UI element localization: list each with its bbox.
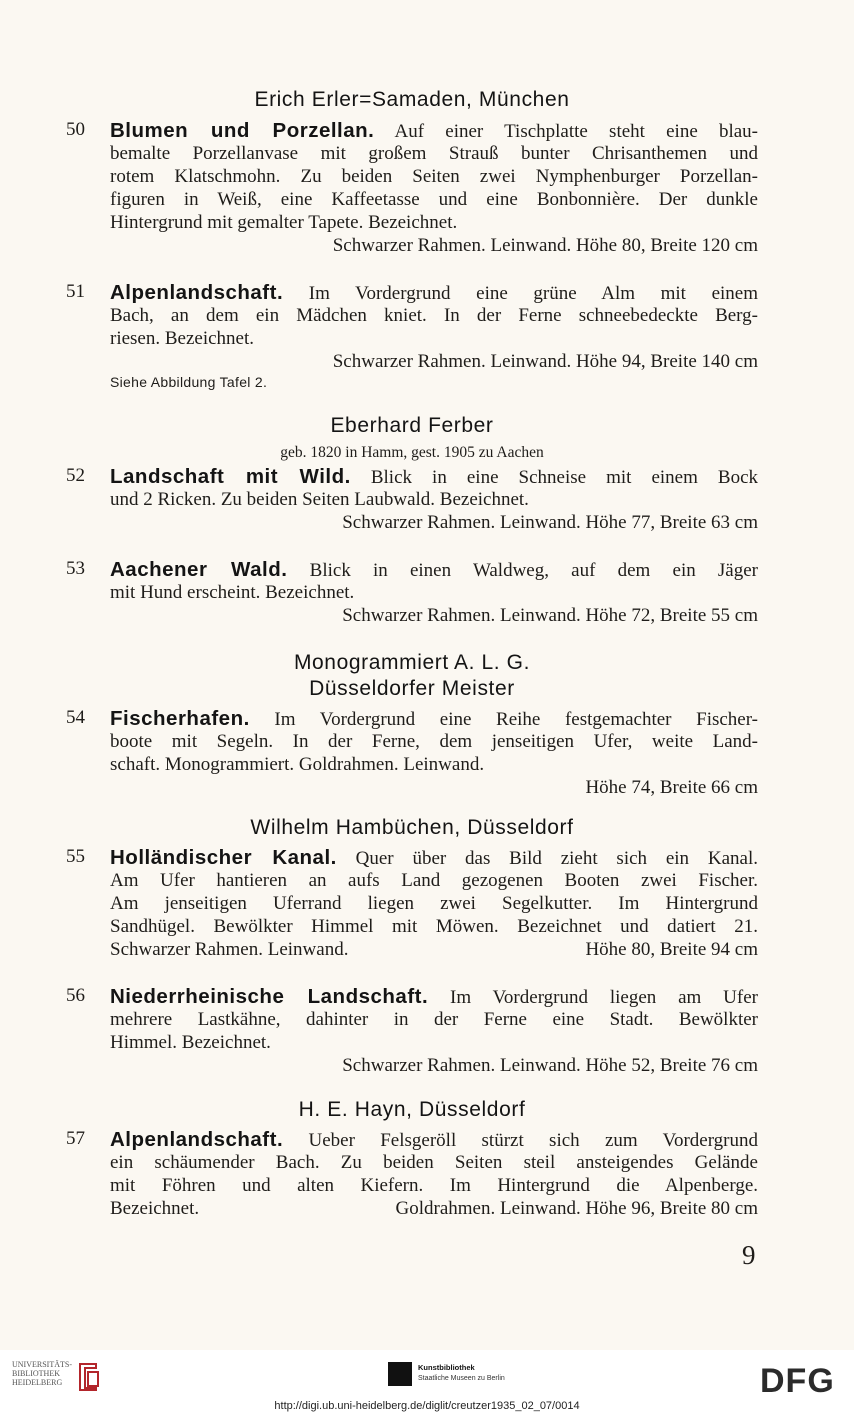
lot-54-text-1: Im Vordergrund eine Reihe festgemachter Fischer- <box>274 709 759 730</box>
artist-heading-erler: Erich Erler=Samaden, München <box>254 88 570 111</box>
lot-50-line-1 <box>110 119 758 143</box>
lot-57-line-3: mit Föhren und alten Kiefern. Im Hintergrund die Alpenberge. <box>110 1175 758 1196</box>
artist-heading-duesseldorfer-meister: Düsseldorfer Meister <box>309 677 515 700</box>
uni-logo-line-2: BIBLIOTHEK <box>12 1369 60 1378</box>
lot-50-line-3: rotem Klatschmohn. Zu beiden Seiten zwei Nymphenburger Porzellan- <box>110 166 758 187</box>
lot-54-dimensions: Höhe 74, Breite 66 cm <box>585 777 758 798</box>
lot-57-title: Alpenlandschaft. <box>110 1128 284 1151</box>
lot-50-text-1: Auf einer Tischplatte steht eine blau- <box>394 121 759 142</box>
page-number: 9 <box>742 1240 756 1270</box>
lot-57-frame-line <box>110 1197 758 1220</box>
lot-57-text-1: Ueber Felsgeröll stürzt sich zum Vordergrund <box>308 1130 759 1151</box>
lot-52-dimensions: Schwarzer Rahmen. Leinwand. Höhe 77, Breite 63 cm <box>342 512 758 533</box>
lot-55-title: Holländischer Kanal. <box>110 846 337 869</box>
kunstbibliothek-subtitle: Staatliche Museen zu Berlin <box>418 1375 505 1382</box>
lot-53-line-2: mit Hund erscheint. Bezeichnet. <box>110 582 355 603</box>
kunstbibliothek-name: Kunstbibliothek <box>418 1363 475 1372</box>
lot-51-line-2: Bach, an dem ein Mädchen kniet. In der Ferne schneebedeckte Berg- <box>110 305 758 326</box>
artist-heading-hambuechen: Wilhelm Hambüchen, Düsseldorf <box>250 816 574 839</box>
lot-52-text-1: Blick in eine Schneise mit einem Bock <box>370 467 759 488</box>
lot-51-title: Alpenlandschaft. <box>110 281 284 304</box>
lot-57-line-2: ein schäumender Bach. Zu beiden Seiten steil ansteigendes Gelände <box>110 1152 758 1173</box>
uni-logo-line-3: HEIDELBERG <box>12 1378 63 1387</box>
lot-55-dimensions: Höhe 80, Breite 94 cm <box>585 939 758 960</box>
lot-55-text-1: Quer über das Bild zieht sich ein Kanal. <box>355 848 758 869</box>
uni-heidelberg-logo[interactable] <box>12 1360 108 1394</box>
lot-55-frame-line <box>110 938 758 961</box>
source-url-link[interactable]: http://digi.ub.uni-heidelberg.de/diglit/creutzer1935_02_07/0014 <box>274 1400 580 1412</box>
lot-50-dimensions: Schwarzer Rahmen. Leinwand. Höhe 80, Breite 120 cm <box>332 235 758 256</box>
lot-52-line-1 <box>110 465 758 489</box>
uni-heidelberg-logo-icon <box>76 1362 102 1392</box>
lot-55-line-1 <box>110 846 758 870</box>
kunstbibliothek-logo-icon <box>388 1362 412 1386</box>
lot-50-line-5: Hintergrund mit gemalter Tapete. Bezeichnet. <box>110 212 458 233</box>
lot-52-title: Landschaft mit Wild. <box>110 465 351 488</box>
lot-54-line-2: boote mit Segeln. In der Ferne, dem jenseitigen Ufer, weite Land- <box>110 731 758 752</box>
lot-56-line-1 <box>110 985 758 1009</box>
lot-55-line-3: Am jenseitigen Uferrand liegen zwei Segelkutter. Im Hintergrund <box>110 893 758 914</box>
lot-56-dimensions: Schwarzer Rahmen. Leinwand. Höhe 52, Breite 76 cm <box>342 1055 758 1076</box>
artist-heading-monogram: Monogrammiert A. L. G. <box>293 651 531 674</box>
lot-number-53: 53 <box>66 558 85 579</box>
lot-50-line-4: figuren in Weiß, eine Kaffeetasse und eine Bonbonnière. Der dunkle <box>110 189 758 210</box>
kunstbibliothek-logo[interactable] <box>388 1360 518 1388</box>
lot-51-plate-note: Siehe Abbildung Tafel 2. <box>110 374 268 390</box>
lot-number-56: 56 <box>66 985 85 1006</box>
lot-54-line-1 <box>110 707 758 731</box>
lot-50-title: Blumen und Porzellan. <box>110 119 375 142</box>
dfg-logo[interactable]: DFG <box>760 1362 835 1400</box>
lot-56-line-3: Himmel. Bezeichnet. <box>110 1032 271 1053</box>
lot-51-line-3: riesen. Bezeichnet. <box>110 328 255 349</box>
lot-55-line-4: Sandhügel. Bewölkter Himmel mit Möwen. Bezeichnet und datiert 21. <box>110 916 758 937</box>
lot-51-text-1: Im Vordergrund eine grüne Alm mit einem <box>308 283 758 304</box>
lot-56-text-1: Im Vordergrund liegen am Ufer <box>450 987 758 1008</box>
lot-53-title: Aachener Wald. <box>110 558 288 581</box>
uni-logo-line-1: UNIVERSITÄTS- <box>12 1360 72 1369</box>
lot-number-51: 51 <box>66 281 85 302</box>
lot-50-line-2: bemalte Porzellanvase mit großem Strauß bunter Chrisanthemen und <box>110 143 758 164</box>
lot-56-title: Niederrheinische Landschaft. <box>110 985 429 1008</box>
lot-57-dimensions: Goldrahmen. Leinwand. Höhe 96, Breite 80 cm <box>395 1198 758 1219</box>
lot-number-54: 54 <box>66 707 85 728</box>
lot-number-50: 50 <box>66 119 85 140</box>
lot-53-dimensions: Schwarzer Rahmen. Leinwand. Höhe 72, Breite 55 cm <box>342 605 758 626</box>
lot-55-frame: Schwarzer Rahmen. Leinwand. <box>110 939 349 960</box>
lot-54-line-3: schaft. Monogrammiert. Goldrahmen. Leinwand. <box>110 754 485 775</box>
lot-52-line-2: und 2 Ricken. Zu beiden Seiten Laubwald. Bezeichnet. <box>110 489 529 510</box>
artist-lifespan-ferber: geb. 1820 in Hamm, gest. 1905 zu Aachen <box>280 444 544 461</box>
lot-53-text-1: Blick in einen Waldweg, auf dem ein Jäger <box>309 560 759 581</box>
lot-51-dimensions: Schwarzer Rahmen. Leinwand. Höhe 94, Breite 140 cm <box>332 351 758 372</box>
lot-56-line-2: mehrere Lastkähne, dahinter in der Ferne eine Stadt. Bewölkter <box>110 1009 758 1030</box>
lot-57-label: Bezeichnet. <box>110 1198 200 1219</box>
lot-54-title: Fischerhafen. <box>110 707 250 730</box>
artist-heading-ferber: Eberhard Ferber <box>330 414 494 437</box>
artist-heading-hayn: H. E. Hayn, Düsseldorf <box>298 1098 526 1121</box>
lot-51-line-1 <box>110 281 758 305</box>
lot-number-57: 57 <box>66 1128 85 1149</box>
lot-55-line-2: Am Ufer hantieren an aufs Land gezogenen Booten zwei Fischer. <box>110 870 758 891</box>
lot-53-line-1 <box>110 558 758 582</box>
lot-number-52: 52 <box>66 465 85 486</box>
lot-57-line-1 <box>110 1128 758 1152</box>
digitization-footer <box>0 1350 854 1414</box>
lot-number-55: 55 <box>66 846 85 867</box>
